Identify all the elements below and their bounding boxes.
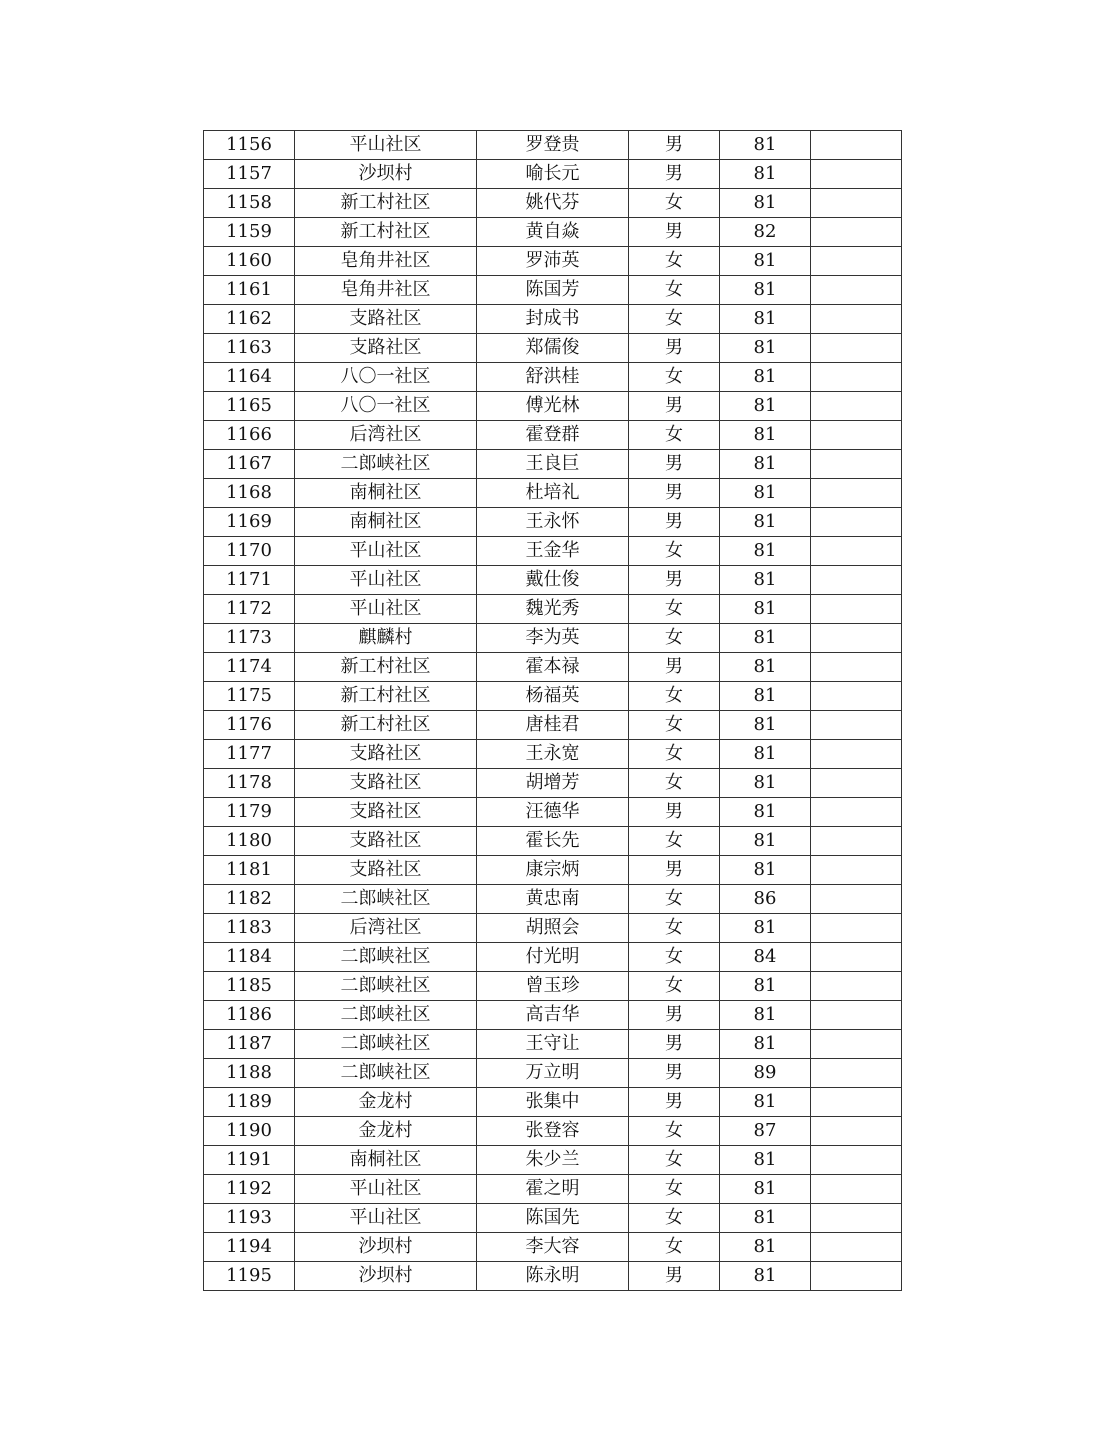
gender-cell: 男 [629, 1030, 720, 1059]
table-row [204, 740, 902, 769]
table-row [204, 363, 902, 392]
table-row [204, 276, 902, 305]
table-row [204, 653, 902, 682]
row-number-cell: 1186 [204, 1001, 295, 1030]
note-cell [811, 189, 902, 218]
gender-cell: 男 [629, 798, 720, 827]
note-cell [811, 1204, 902, 1233]
note-cell [811, 1117, 902, 1146]
row-number-cell: 1185 [204, 972, 295, 1001]
person-name-cell: 王良巨 [477, 450, 629, 479]
gender-cell: 女 [629, 740, 720, 769]
community-cell: 八〇一社区 [295, 363, 477, 392]
gender-cell: 女 [629, 1204, 720, 1233]
community-cell: 后湾社区 [295, 421, 477, 450]
note-cell [811, 276, 902, 305]
gender-cell: 女 [629, 711, 720, 740]
age-cell: 81 [720, 508, 811, 537]
note-cell [811, 740, 902, 769]
community-cell: 平山社区 [295, 131, 477, 160]
row-number-cell: 1167 [204, 450, 295, 479]
note-cell [811, 856, 902, 885]
table-row [204, 798, 902, 827]
table-row [204, 943, 902, 972]
gender-cell: 男 [629, 1088, 720, 1117]
row-number-cell: 1184 [204, 943, 295, 972]
age-cell: 81 [720, 305, 811, 334]
age-cell: 81 [720, 276, 811, 305]
note-cell [811, 1001, 902, 1030]
row-number-cell: 1175 [204, 682, 295, 711]
community-cell: 皂角井社区 [295, 247, 477, 276]
row-number-cell: 1190 [204, 1117, 295, 1146]
note-cell [811, 972, 902, 1001]
row-number-cell: 1159 [204, 218, 295, 247]
age-cell: 81 [720, 856, 811, 885]
table-row [204, 334, 902, 363]
row-number-cell: 1161 [204, 276, 295, 305]
gender-cell: 女 [629, 914, 720, 943]
community-cell: 二郎峡社区 [295, 1030, 477, 1059]
table-row [204, 1001, 902, 1030]
note-cell [811, 1146, 902, 1175]
table-row [204, 218, 902, 247]
row-number-cell: 1172 [204, 595, 295, 624]
community-cell: 皂角井社区 [295, 276, 477, 305]
row-number-cell: 1160 [204, 247, 295, 276]
person-name-cell: 郑儒俊 [477, 334, 629, 363]
gender-cell: 女 [629, 1233, 720, 1262]
community-cell: 二郎峡社区 [295, 1001, 477, 1030]
community-cell: 新工村社区 [295, 218, 477, 247]
row-number-cell: 1165 [204, 392, 295, 421]
row-number-cell: 1177 [204, 740, 295, 769]
note-cell [811, 653, 902, 682]
gender-cell: 男 [629, 479, 720, 508]
person-name-cell: 黄自焱 [477, 218, 629, 247]
person-name-cell: 李为英 [477, 624, 629, 653]
note-cell [811, 595, 902, 624]
gender-cell: 女 [629, 595, 720, 624]
table-row [204, 1262, 902, 1291]
community-cell: 支路社区 [295, 856, 477, 885]
person-name-cell: 傅光林 [477, 392, 629, 421]
gender-cell: 男 [629, 1059, 720, 1088]
community-cell: 支路社区 [295, 334, 477, 363]
note-cell [811, 537, 902, 566]
community-cell: 平山社区 [295, 1204, 477, 1233]
age-cell: 81 [720, 334, 811, 363]
person-name-cell: 张集中 [477, 1088, 629, 1117]
table-row [204, 189, 902, 218]
community-cell: 平山社区 [295, 595, 477, 624]
age-cell: 81 [720, 247, 811, 276]
table-row [204, 479, 902, 508]
table-row [204, 247, 902, 276]
roster-table [203, 130, 902, 1291]
age-cell: 82 [720, 218, 811, 247]
note-cell [811, 479, 902, 508]
person-name-cell: 杜培礼 [477, 479, 629, 508]
gender-cell: 男 [629, 334, 720, 363]
table-row [204, 160, 902, 189]
gender-cell: 男 [629, 566, 720, 595]
person-name-cell: 黄忠南 [477, 885, 629, 914]
gender-cell: 男 [629, 160, 720, 189]
person-name-cell: 张登容 [477, 1117, 629, 1146]
person-name-cell: 王永怀 [477, 508, 629, 537]
note-cell [811, 914, 902, 943]
note-cell [811, 682, 902, 711]
row-number-cell: 1193 [204, 1204, 295, 1233]
person-name-cell: 戴仕俊 [477, 566, 629, 595]
age-cell: 81 [720, 1001, 811, 1030]
person-name-cell: 陈永明 [477, 1262, 629, 1291]
note-cell [811, 450, 902, 479]
table-row [204, 885, 902, 914]
row-number-cell: 1182 [204, 885, 295, 914]
person-name-cell: 罗沛英 [477, 247, 629, 276]
age-cell: 81 [720, 711, 811, 740]
person-name-cell: 万立明 [477, 1059, 629, 1088]
community-cell: 八〇一社区 [295, 392, 477, 421]
age-cell: 81 [720, 131, 811, 160]
age-cell: 81 [720, 1146, 811, 1175]
row-number-cell: 1173 [204, 624, 295, 653]
age-cell: 87 [720, 1117, 811, 1146]
row-number-cell: 1158 [204, 189, 295, 218]
gender-cell: 男 [629, 450, 720, 479]
age-cell: 81 [720, 972, 811, 1001]
note-cell [811, 566, 902, 595]
person-name-cell: 王永宽 [477, 740, 629, 769]
community-cell: 新工村社区 [295, 682, 477, 711]
row-number-cell: 1176 [204, 711, 295, 740]
row-number-cell: 1194 [204, 1233, 295, 1262]
note-cell [811, 943, 902, 972]
row-number-cell: 1195 [204, 1262, 295, 1291]
gender-cell: 女 [629, 1117, 720, 1146]
gender-cell: 女 [629, 189, 720, 218]
table-row [204, 624, 902, 653]
note-cell [811, 334, 902, 363]
note-cell [811, 218, 902, 247]
age-cell: 81 [720, 740, 811, 769]
person-name-cell: 康宗炳 [477, 856, 629, 885]
gender-cell: 女 [629, 769, 720, 798]
table-row [204, 421, 902, 450]
age-cell: 81 [720, 798, 811, 827]
person-name-cell: 魏光秀 [477, 595, 629, 624]
age-cell: 81 [720, 566, 811, 595]
gender-cell: 男 [629, 392, 720, 421]
community-cell: 后湾社区 [295, 914, 477, 943]
community-cell: 平山社区 [295, 566, 477, 595]
gender-cell: 女 [629, 624, 720, 653]
table-row [204, 1059, 902, 1088]
table-row [204, 1204, 902, 1233]
table-row [204, 827, 902, 856]
gender-cell: 女 [629, 537, 720, 566]
row-number-cell: 1163 [204, 334, 295, 363]
table-row [204, 595, 902, 624]
row-number-cell: 1156 [204, 131, 295, 160]
note-cell [811, 624, 902, 653]
community-cell: 南桐社区 [295, 1146, 477, 1175]
community-cell: 金龙村 [295, 1117, 477, 1146]
note-cell [811, 305, 902, 334]
age-cell: 81 [720, 1175, 811, 1204]
row-number-cell: 1189 [204, 1088, 295, 1117]
gender-cell: 女 [629, 827, 720, 856]
row-number-cell: 1171 [204, 566, 295, 595]
community-cell: 二郎峡社区 [295, 885, 477, 914]
row-number-cell: 1178 [204, 769, 295, 798]
note-cell [811, 827, 902, 856]
note-cell [811, 247, 902, 276]
row-number-cell: 1174 [204, 653, 295, 682]
row-number-cell: 1166 [204, 421, 295, 450]
age-cell: 81 [720, 914, 811, 943]
age-cell: 81 [720, 1030, 811, 1059]
table-row [204, 305, 902, 334]
community-cell: 新工村社区 [295, 189, 477, 218]
gender-cell: 女 [629, 972, 720, 1001]
gender-cell: 女 [629, 305, 720, 334]
person-name-cell: 唐桂君 [477, 711, 629, 740]
community-cell: 沙坝村 [295, 160, 477, 189]
age-cell: 86 [720, 885, 811, 914]
age-cell: 81 [720, 189, 811, 218]
person-name-cell: 朱少兰 [477, 1146, 629, 1175]
community-cell: 二郎峡社区 [295, 1059, 477, 1088]
row-number-cell: 1179 [204, 798, 295, 827]
row-number-cell: 1157 [204, 160, 295, 189]
note-cell [811, 1233, 902, 1262]
gender-cell: 女 [629, 885, 720, 914]
note-cell [811, 392, 902, 421]
row-number-cell: 1180 [204, 827, 295, 856]
roster-table-body [204, 131, 902, 1291]
community-cell: 二郎峡社区 [295, 450, 477, 479]
table-row [204, 1233, 902, 1262]
person-name-cell: 杨福英 [477, 682, 629, 711]
age-cell: 81 [720, 363, 811, 392]
table-row [204, 450, 902, 479]
note-cell [811, 160, 902, 189]
note-cell [811, 131, 902, 160]
row-number-cell: 1183 [204, 914, 295, 943]
age-cell: 81 [720, 595, 811, 624]
table-row [204, 711, 902, 740]
person-name-cell: 姚代芬 [477, 189, 629, 218]
table-row [204, 1146, 902, 1175]
note-cell [811, 885, 902, 914]
age-cell: 81 [720, 537, 811, 566]
community-cell: 新工村社区 [295, 653, 477, 682]
person-name-cell: 汪德华 [477, 798, 629, 827]
table-row [204, 1175, 902, 1204]
community-cell: 支路社区 [295, 798, 477, 827]
age-cell: 81 [720, 769, 811, 798]
row-number-cell: 1192 [204, 1175, 295, 1204]
community-cell: 二郎峡社区 [295, 943, 477, 972]
note-cell [811, 1262, 902, 1291]
community-cell: 南桐社区 [295, 479, 477, 508]
row-number-cell: 1169 [204, 508, 295, 537]
person-name-cell: 胡照会 [477, 914, 629, 943]
note-cell [811, 1175, 902, 1204]
gender-cell: 女 [629, 247, 720, 276]
person-name-cell: 陈国先 [477, 1204, 629, 1233]
note-cell [811, 508, 902, 537]
note-cell [811, 1088, 902, 1117]
age-cell: 81 [720, 392, 811, 421]
community-cell: 沙坝村 [295, 1262, 477, 1291]
age-cell: 81 [720, 1262, 811, 1291]
gender-cell: 女 [629, 682, 720, 711]
gender-cell: 男 [629, 218, 720, 247]
community-cell: 支路社区 [295, 827, 477, 856]
gender-cell: 女 [629, 1146, 720, 1175]
gender-cell: 女 [629, 943, 720, 972]
age-cell: 81 [720, 682, 811, 711]
row-number-cell: 1170 [204, 537, 295, 566]
community-cell: 平山社区 [295, 1175, 477, 1204]
gender-cell: 男 [629, 653, 720, 682]
note-cell [811, 1059, 902, 1088]
age-cell: 81 [720, 1204, 811, 1233]
community-cell: 支路社区 [295, 740, 477, 769]
row-number-cell: 1162 [204, 305, 295, 334]
community-cell: 平山社区 [295, 537, 477, 566]
person-name-cell: 霍之明 [477, 1175, 629, 1204]
person-name-cell: 罗登贵 [477, 131, 629, 160]
note-cell [811, 363, 902, 392]
note-cell [811, 769, 902, 798]
community-cell: 金龙村 [295, 1088, 477, 1117]
row-number-cell: 1181 [204, 856, 295, 885]
person-name-cell: 陈国芳 [477, 276, 629, 305]
person-name-cell: 霍本禄 [477, 653, 629, 682]
row-number-cell: 1187 [204, 1030, 295, 1059]
table-row [204, 392, 902, 421]
table-row [204, 1117, 902, 1146]
gender-cell: 男 [629, 1001, 720, 1030]
person-name-cell: 霍长先 [477, 827, 629, 856]
gender-cell: 女 [629, 276, 720, 305]
age-cell: 81 [720, 160, 811, 189]
row-number-cell: 1168 [204, 479, 295, 508]
note-cell [811, 798, 902, 827]
age-cell: 81 [720, 450, 811, 479]
person-name-cell: 王守让 [477, 1030, 629, 1059]
table-row [204, 914, 902, 943]
row-number-cell: 1188 [204, 1059, 295, 1088]
community-cell: 南桐社区 [295, 508, 477, 537]
age-cell: 81 [720, 421, 811, 450]
table-row [204, 972, 902, 1001]
age-cell: 81 [720, 624, 811, 653]
age-cell: 81 [720, 1233, 811, 1262]
age-cell: 81 [720, 653, 811, 682]
community-cell: 新工村社区 [295, 711, 477, 740]
gender-cell: 男 [629, 856, 720, 885]
age-cell: 89 [720, 1059, 811, 1088]
person-name-cell: 胡增芳 [477, 769, 629, 798]
person-name-cell: 付光明 [477, 943, 629, 972]
community-cell: 支路社区 [295, 769, 477, 798]
person-name-cell: 喻长元 [477, 160, 629, 189]
person-name-cell: 霍登群 [477, 421, 629, 450]
age-cell: 81 [720, 827, 811, 856]
community-cell: 支路社区 [295, 305, 477, 334]
person-name-cell: 李大容 [477, 1233, 629, 1262]
note-cell [811, 1030, 902, 1059]
table-row [204, 508, 902, 537]
person-name-cell: 曾玉珍 [477, 972, 629, 1001]
table-row [204, 682, 902, 711]
table-row [204, 131, 902, 160]
row-number-cell: 1164 [204, 363, 295, 392]
person-name-cell: 王金华 [477, 537, 629, 566]
table-row [204, 537, 902, 566]
gender-cell: 女 [629, 421, 720, 450]
gender-cell: 男 [629, 131, 720, 160]
note-cell [811, 421, 902, 450]
table-row [204, 566, 902, 595]
age-cell: 84 [720, 943, 811, 972]
gender-cell: 男 [629, 508, 720, 537]
gender-cell: 女 [629, 363, 720, 392]
age-cell: 81 [720, 1088, 811, 1117]
row-number-cell: 1191 [204, 1146, 295, 1175]
table-row [204, 856, 902, 885]
person-name-cell: 封成书 [477, 305, 629, 334]
gender-cell: 女 [629, 1175, 720, 1204]
community-cell: 沙坝村 [295, 1233, 477, 1262]
table-row [204, 1088, 902, 1117]
community-cell: 麒麟村 [295, 624, 477, 653]
table-row [204, 769, 902, 798]
person-name-cell: 高吉华 [477, 1001, 629, 1030]
gender-cell: 男 [629, 1262, 720, 1291]
note-cell [811, 711, 902, 740]
person-name-cell: 舒洪桂 [477, 363, 629, 392]
table-row [204, 1030, 902, 1059]
age-cell: 81 [720, 479, 811, 508]
community-cell: 二郎峡社区 [295, 972, 477, 1001]
